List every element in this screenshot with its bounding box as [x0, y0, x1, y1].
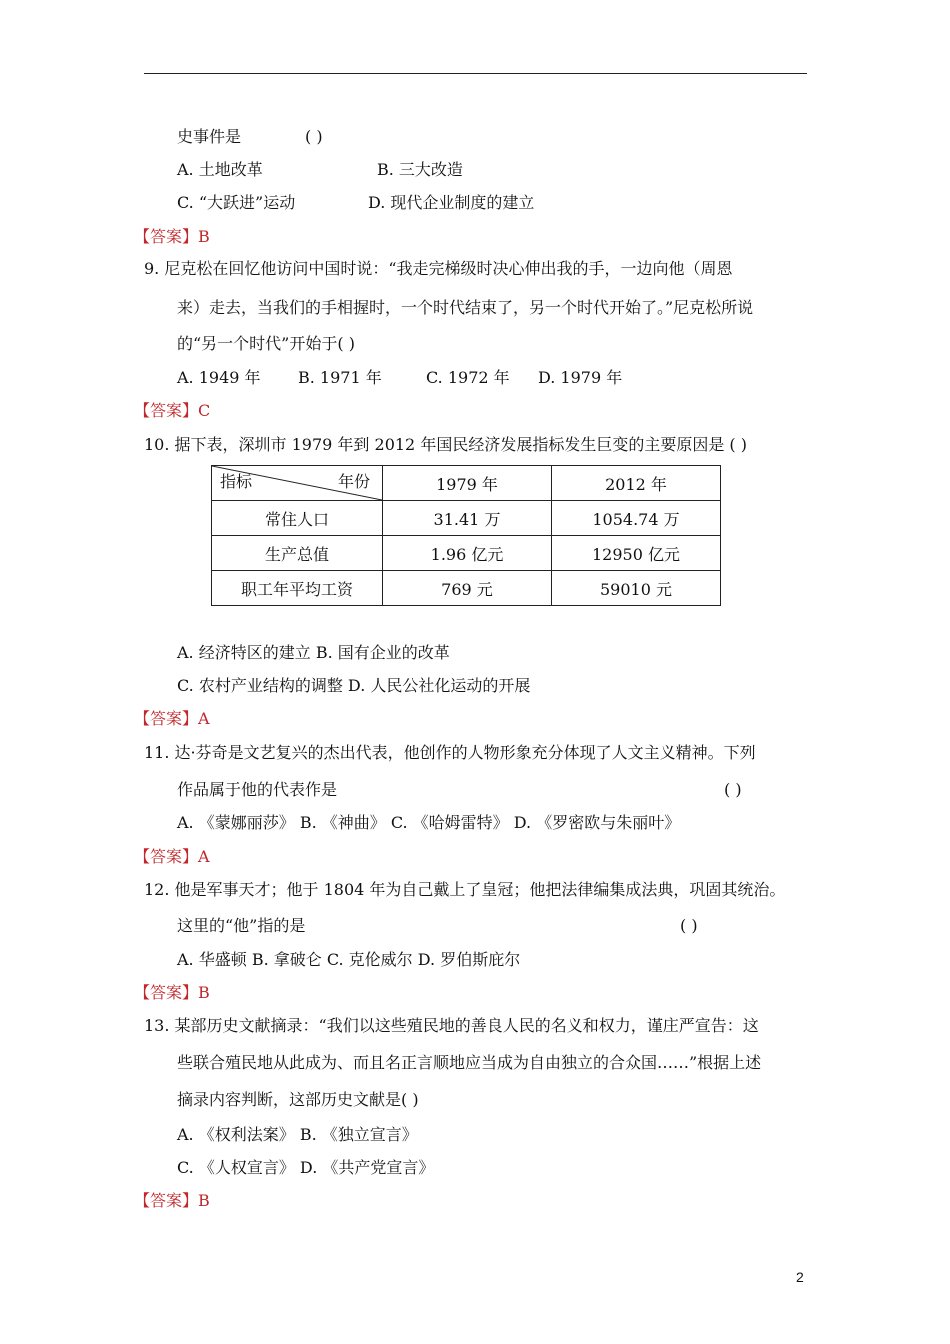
q8-answer-paren: ( ) [305, 127, 323, 146]
corner-label-indicator: 指标 [220, 472, 253, 491]
q13-options-ab: A. 《权利法案》 B. 《独立宣言》 [177, 1125, 418, 1144]
row-label: 常住人口 [212, 501, 383, 536]
q10-options-ab: A. 经济特区的建立 B. 国有企业的改革 [177, 643, 450, 662]
header-rule [144, 73, 807, 74]
row-label: 生产总值 [212, 536, 383, 571]
row-value-1979: 769 元 [383, 571, 552, 606]
q8-option-d: D. 现代企业制度的建立 [368, 193, 535, 212]
table-row [212, 536, 721, 571]
table-col-1979: 1979 年 [383, 466, 552, 501]
q13-answer: 【答案】B [134, 1191, 210, 1210]
q9-stem-line3: 的“另一个时代”开始于( ) [177, 334, 355, 353]
q13-stem-line2: 些联合殖民地从此成为、而且名正言顺地应当成为自由独立的合众国……”根据上述 [177, 1053, 762, 1072]
q8-option-a: A. 土地改革 [177, 160, 263, 179]
gdp-table [211, 465, 721, 606]
q9-stem-line2: 来）走去，当我们的手相握时，一个时代结束了，另一个时代开始了。”尼克松所说 [177, 298, 754, 317]
q9-option-d: D. 1979 年 [538, 368, 623, 387]
q9-option-b: B. 1971 年 [298, 368, 382, 387]
q11-stem-line2: 作品属于他的代表作是 [177, 780, 338, 799]
q11-answer: 【答案】A [134, 847, 210, 866]
q12-answer: 【答案】B [134, 983, 210, 1002]
q12-stem-line2: 这里的“他”指的是 [177, 916, 306, 935]
row-value-2012: 59010 元 [552, 571, 721, 606]
q13-options-cd: C. 《人权宣言》 D. 《共产党宣言》 [177, 1158, 435, 1177]
table-row [212, 571, 721, 606]
q13-stem-line1: 13. 某部历史文献摘录：“我们以这些殖民地的善良人民的名义和权力，谨庄严宣告：这 [144, 1016, 759, 1035]
q10-answer: 【答案】A [134, 709, 210, 728]
q13-stem-line3: 摘录内容判断，这部历史文献是( ) [177, 1090, 419, 1109]
corner-label-year: 年份 [337, 472, 370, 491]
table-row [212, 501, 721, 536]
table-corner-cell [212, 466, 383, 501]
row-value-1979: 31.41 万 [383, 501, 552, 536]
q11-stem-line1: 11. 达·芬奇是文艺复兴的杰出代表，他创作的人物形象充分体现了人文主义精神。下列 [144, 743, 756, 762]
row-value-2012: 12950 亿元 [552, 536, 721, 571]
row-value-1979: 1.96 亿元 [383, 536, 552, 571]
q9-stem-line1: 9. 尼克松在回忆他访问中国时说：“我走完梯级时决心伸出我的手，一边向他（周恩 [144, 259, 733, 278]
row-value-2012: 1054.74 万 [552, 501, 721, 536]
q11-options: A. 《蒙娜丽莎》 B. 《神曲》 C. 《哈姆雷特》 D. 《罗密欧与朱丽叶》 [177, 813, 681, 832]
q12-stem-line1: 12. 他是军事天才；他于 1804 年为自己戴上了皇冠；他把法律编集成法典，巩固其统治。 [144, 880, 786, 899]
q9-option-c: C. 1972 年 [426, 368, 510, 387]
q8-answer: 【答案】B [134, 227, 210, 246]
q8-option-c: C. “大跃进”运动 [177, 193, 296, 212]
q9-option-a: A. 1949 年 [177, 368, 261, 387]
q8-stem-continuation: 史事件是 [177, 127, 242, 146]
q10-options-cd: C. 农村产业结构的调整 D. 人民公社化运动的开展 [177, 676, 531, 695]
q8-option-b: B. 三大改造 [377, 160, 463, 179]
q10-stem: 10. 据下表，深圳市 1979 年到 2012 年国民经济发展指标发生巨变的主要原因是 ( ) [144, 435, 747, 454]
page-number: 2 [796, 1269, 804, 1285]
q12-options: A. 华盛顿 B. 拿破仑 C. 克伦威尔 D. 罗伯斯庇尔 [177, 950, 521, 969]
q9-answer: 【答案】C [134, 401, 211, 420]
row-label: 职工年平均工资 [212, 571, 383, 606]
table-header-row [212, 466, 721, 501]
q11-answer-paren: ( ) [724, 780, 742, 799]
table-col-2012: 2012 年 [552, 466, 721, 501]
q12-answer-paren: ( ) [680, 916, 698, 935]
